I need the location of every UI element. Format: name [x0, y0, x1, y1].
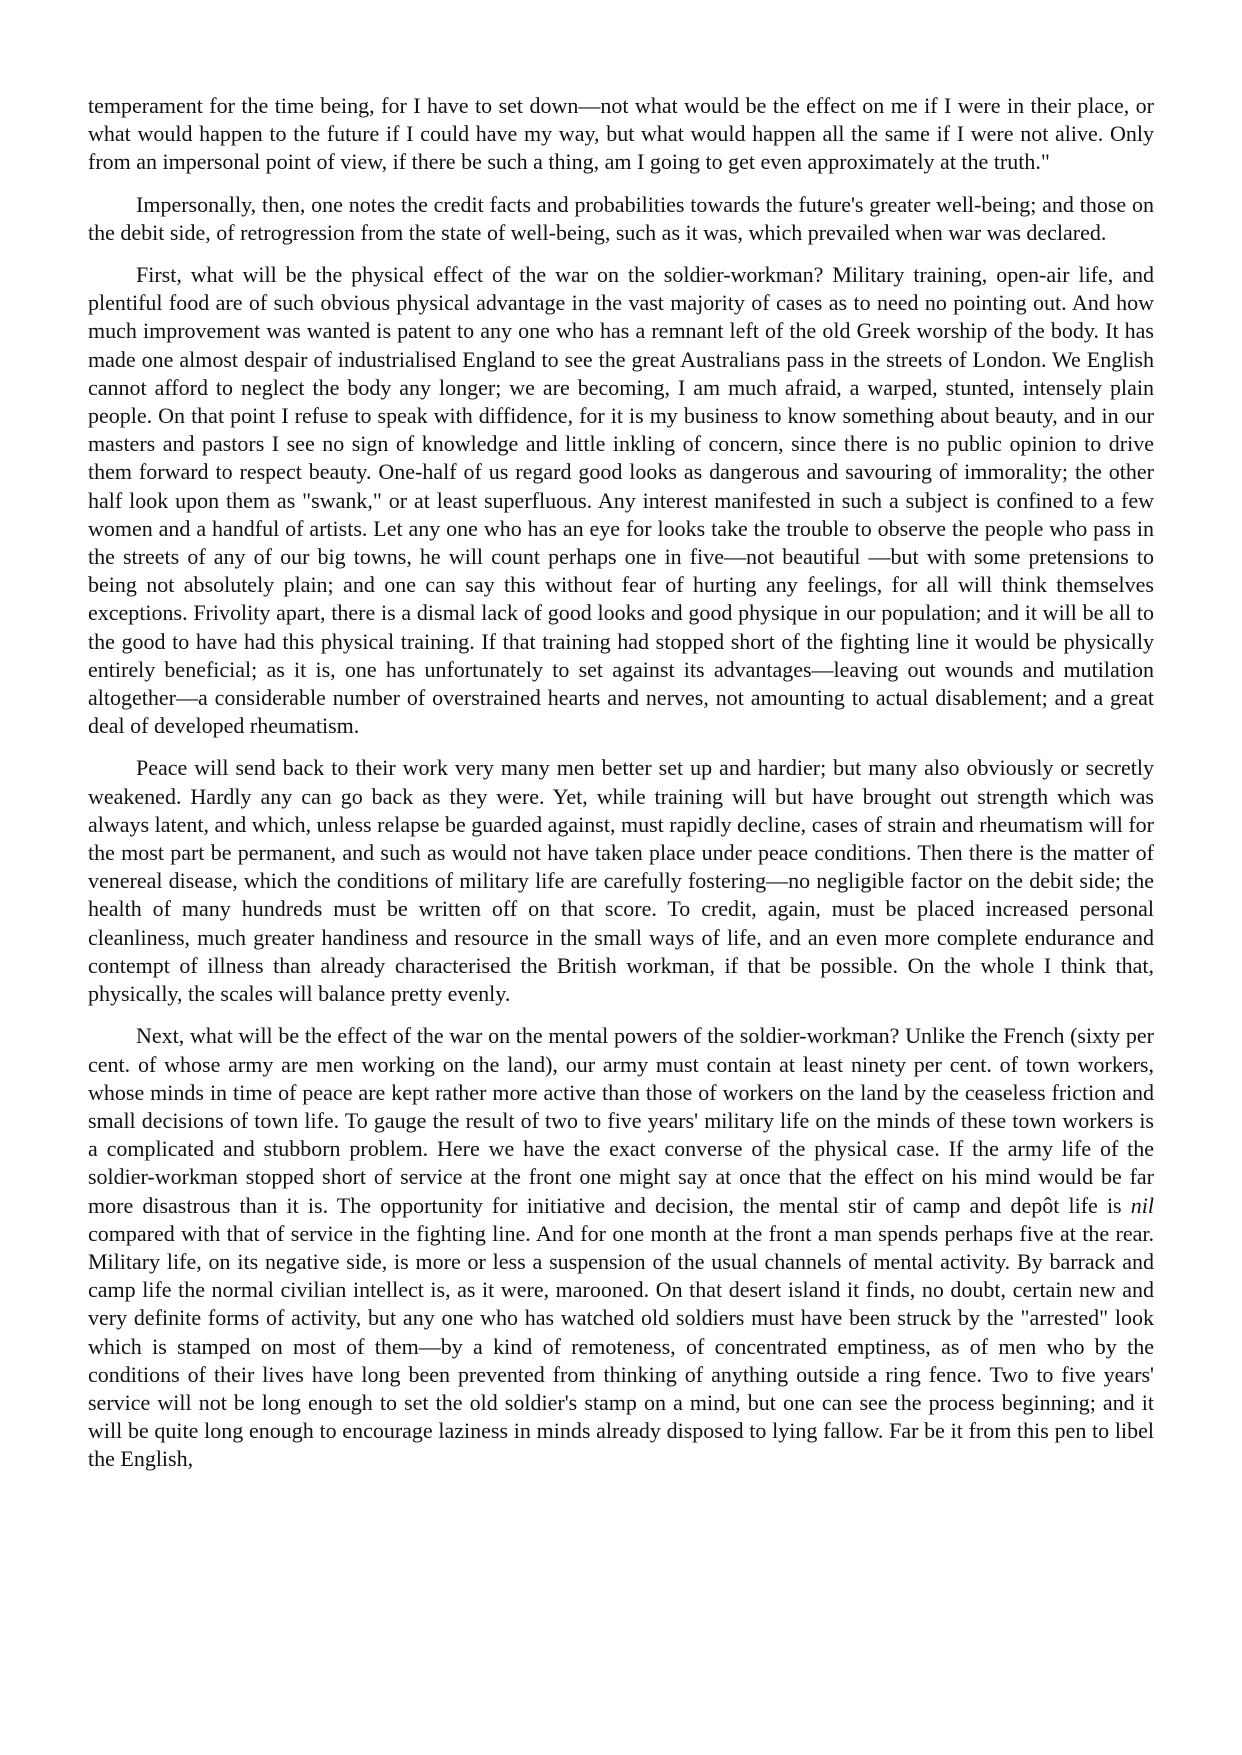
- paragraph-3: First, what will be the physical effect of the war on the soldier-workman? Military training, open-air life, and plentiful food are of such obvious physical advantage in the vast majority of cases as to need no pointing out. And how much improvement was wanted is patent to any one who has a remnant left of the old Greek worship of the body. It has made one almost despair of industrialised England to see the great Australians pass in the streets of London. We English cannot afford to neglect the body any longer; we are becoming, I am much afraid, a warped, stunted, intensely plain people. On that point I refuse to speak with diffidence, for it is my business to know something about beauty, and in our masters and pastors I see no sign of knowledge and little inkling of concern, since there is no public opinion to drive them forward to respect beauty. One-half of us regard good looks as dangerous and savouring of immorality; the other half look upon them as "swank," or at least superfluous. Any interest manifested in such a subject is confined to a few women and a handful of artists. Let any one who has an eye for looks take the trouble to observe the people who pass in the streets of any of our big towns, he will count perhaps one in five—not beautiful —but with some pretensions to being not absolutely plain; and one can say this without fear of hurting any feelings, for all will think themselves exceptions. Frivolity apart, there is a dismal lack of good looks and good physique in our population; and it will be all to the good to have had this physical training. If that training had stopped short of the fighting line it would be physically entirely beneficial; as it is, one has unfortunately to set against its advantages—leaving out wounds and mutilation altogether—a considerable number of overstrained hearts and nerves, not amounting to actual disablement; and a great deal of developed rheumatism.: [88, 262, 1154, 739]
- paragraph-5-text-after: compared with that of service in the fighting line. And for one month at the front a man spends perhaps five at the rear. Military life, on its negative side, is more or less a suspension of the usual channels of mental activity. By barrack and camp life the normal civilian intellect is, as it were, marooned. On that desert island it finds, no doubt, certain new and very definite forms of activity, but any one who has watched old soldiers must have been struck by the "arrested" look which is stamped on most of them—by a kind of remoteness, of concentrated emptiness, as of men who by the conditions of their lives have long been prevented from thinking of anything outside a ring fence. Two to five years' service will not be long enough to set the old soldier's stamp on a mind, but one can see the process beginning; and it will be quite long enough to encourage laziness in minds already disposed to lying fallow. Far be it from this pen to libel the English,: [88, 1220, 1154, 1472]
- paragraph-5: [88, 1022, 1154, 1473]
- document-page: [88, 92, 1154, 1488]
- paragraph-4: Peace will send back to their work very many men better set up and hardier; but many also obviously or secretly weakened. Hardly any can go back as they were. Yet, while training will but have brought out strength which was always latent, and which, unless relapse be guarded against, must rapidly decline, cases of strain and rheumatism will for the most part be permanent, and such as would not have taken place under peace conditions. Then there is the matter of venereal disease, which the conditions of military life are carefully fostering—no negligible factor on the debit side; the health of many hundreds must be written off on that score. To credit, again, must be placed increased personal cleanliness, much greater handiness and resource in the small ways of life, and an even more complete endurance and contempt of illness than already characterised the British workman, if that be possible. On the whole I think that, physically, the scales will balance pretty evenly.: [88, 755, 1154, 1007]
- paragraph-5-text-before: Next, what will be the effect of the war on the mental powers of the soldier-workman? Unlike the French (sixty per cent. of whose army are men working on the land), our army must contain at least ninety per cent. of town workers, whose minds in time of peace are kept rather more active than those of workers on the land by the ceaseless friction and small decisions of town life. To gauge the result of two to five years' military life on the minds of these town workers is a complicated and stubborn problem. Here we have the exact converse of the physical case. If the army life of the soldier-workman stopped short of service at the front one might say at once that the effect on his mind would be far more disastrous than it is. The opportunity for initiative and decision, the mental stir of camp and depôt life is: [88, 1023, 1154, 1218]
- paragraph-2: Impersonally, then, one notes the credit facts and probabilities towards the future's greater well-being; and those on the debit side, of retrogression from the state of well-being, such as it was, which prevailed when war was declared.: [88, 191, 1154, 245]
- paragraph-1: temperament for the time being, for I have to set down—not what would be the effect on me if I were in their place, or what would happen to the future if I could have my way, but what would happen all the same if I were not alive. Only from an impersonal point of view, if there be such a thing, am I going to get even approximately at the truth.": [88, 93, 1154, 175]
- paragraph-5-italic-word: nil: [1130, 1192, 1154, 1218]
